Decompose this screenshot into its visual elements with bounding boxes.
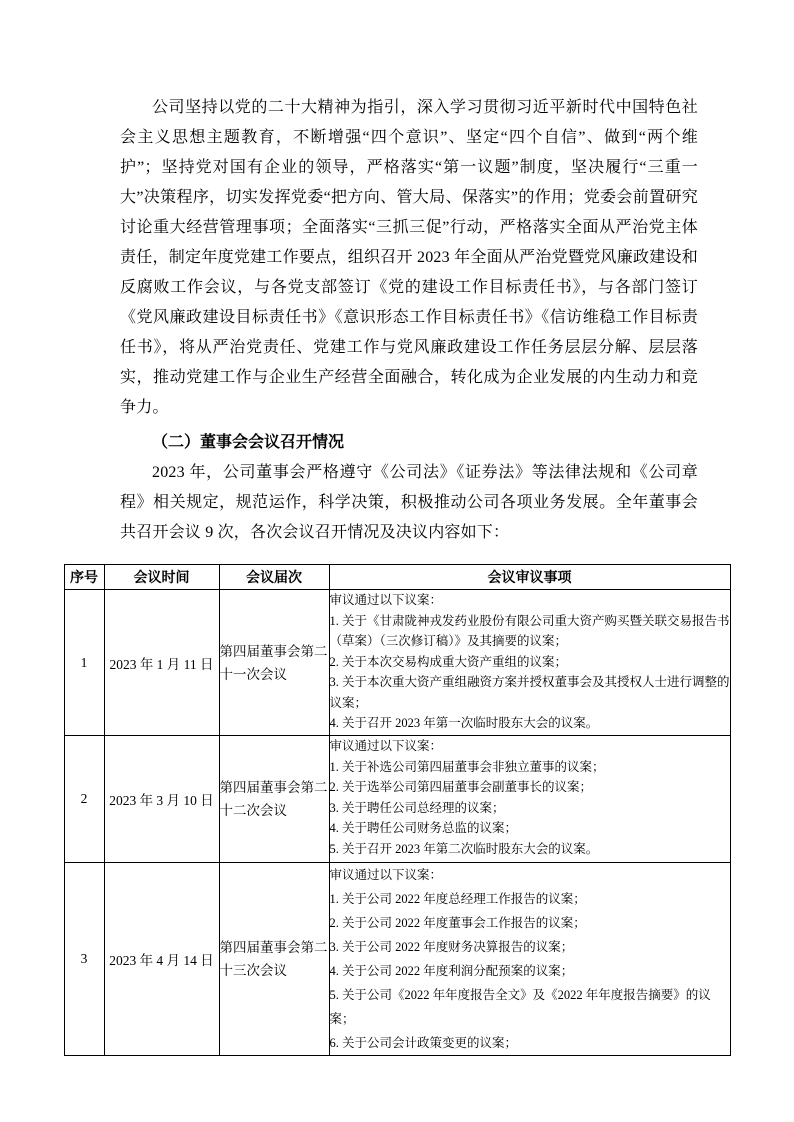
cell-session: 第四届董事会第二十一次会议 bbox=[219, 590, 329, 736]
cell-agenda bbox=[329, 863, 730, 1056]
agenda-item: 2. 关于本次交易构成重大资产重组的议案； bbox=[329, 654, 568, 669]
table-row-1 bbox=[64, 590, 730, 736]
agenda-intro: 审议通过以下议案： bbox=[329, 868, 443, 882]
board-meetings-table bbox=[64, 564, 731, 1056]
col-header-agenda: 会议审议事项 bbox=[329, 565, 730, 590]
cell-no: 1 bbox=[64, 590, 104, 736]
agenda-item: 3. 关于公司 2022 年度财务决算报告的议案； bbox=[329, 940, 574, 954]
agenda-item: 4. 关于公司 2022 年度利润分配预案的议案； bbox=[329, 964, 574, 978]
cell-no: 3 bbox=[64, 863, 104, 1056]
cell-session: 第四届董事会第二十二次会议 bbox=[219, 736, 329, 863]
agenda-item: 1. 关于补选公司第四届董事会非独立董事的议案； bbox=[329, 759, 605, 774]
agenda-item: 2. 关于公司 2022 年度董事会工作报告的议案； bbox=[329, 916, 586, 930]
cell-session: 第四届董事会第二十三次会议 bbox=[219, 863, 329, 1056]
cell-no: 2 bbox=[64, 736, 104, 863]
paragraph-party-building: 公司坚持以党的二十大精神为指引，深入学习贯彻习近平新时代中国特色社会主义思想主题教育，不断增强“四个意识”、坚定“四个自信”、做到“两个维护”；坚持党对国有企业的领导，严格落实“第一议题”制度，坚决履行“三重一大”决策程序，切实发挥党委“把方向、管大局、保落实”的作用；党委会前置研究讨论重大经营管理事项；全面落实“三抓三促”行动，严格落实全面从严治党主体责任，制定年度党建工作要点，组织召开 2023 年全面从严治党暨党风廉政建设和反腐败工作会议，与各党支部签订《党的建设工作目标责任书》，与各部门签订《党风廉政建设目标责任书》《意识形态工作目标责任书》《信访维稳工作目标责任书》，将从严治党责任、党建工作与党风廉政建设工作任务层层分解、层层落实，推动党建工作与企业生产经营全面融合，转化成为企业发展的内生动力和竞争力。 bbox=[120, 99, 698, 416]
agenda-item: 4. 关于召开 2023 年第一次临时股东大会的议案。 bbox=[329, 716, 599, 730]
agenda-item: 5. 关于公司《2022 年年度报告全文》及《2022 年年度报告摘要》的议案； bbox=[329, 988, 711, 1026]
section-heading: （二）董事会会议召开情况 bbox=[152, 434, 345, 451]
table-row-3 bbox=[64, 863, 730, 1056]
agenda-intro: 审议通过以下议案： bbox=[329, 739, 443, 753]
cell-agenda bbox=[329, 736, 730, 863]
cell-agenda bbox=[329, 590, 730, 736]
agenda-item: 3. 关于聘任公司总经理的议案； bbox=[329, 800, 505, 815]
agenda-item: 3. 关于本次重大资产重组融资方案并授权董事会及其授权人士进行调整的议案； bbox=[329, 675, 730, 710]
cell-date: 2023 年 4 月 14 日 bbox=[104, 863, 219, 1056]
table-header-row bbox=[64, 565, 730, 590]
col-header-date: 会议时间 bbox=[104, 565, 219, 590]
text-block bbox=[0, 0, 794, 548]
paragraph-board-overview: 2023 年，公司董事会严格遵守《公司法》《证券法》等法律法规和《公司章程》相关规定，规范运作，科学决策，积极推动公司各项业务发展。全年董事会共召开会议 9 次，各次会议召开情况及决议内容如下： bbox=[120, 464, 698, 541]
table-row-2 bbox=[64, 736, 730, 863]
cell-date: 2023 年 3 月 10 日 bbox=[104, 736, 219, 863]
agenda-item: 5. 关于召开 2023 年第二次临时股东大会的议案。 bbox=[329, 841, 599, 856]
col-header-no: 序号 bbox=[64, 565, 104, 590]
agenda-item: 4. 关于聘任公司财务总监的议案； bbox=[329, 821, 518, 835]
agenda-item: 2. 关于选举公司第四届董事会副董事长的议案； bbox=[329, 780, 593, 794]
agenda-item: 1. 关于公司 2022 年度总经理工作报告的议案； bbox=[329, 892, 586, 906]
col-header-session: 会议届次 bbox=[219, 565, 329, 590]
agenda-item: 1. 关于《甘肃陇神戎发药业股份有限公司重大资产购买暨关联交易报告书（草案）（三次修订稿）》及其摘要的议案； bbox=[329, 613, 730, 648]
agenda-item: 6. 关于公司会计政策变更的议案； bbox=[329, 1036, 518, 1050]
cell-date: 2023 年 1 月 11 日 bbox=[104, 590, 219, 736]
agenda-intro: 审议通过以下议案： bbox=[329, 593, 443, 607]
